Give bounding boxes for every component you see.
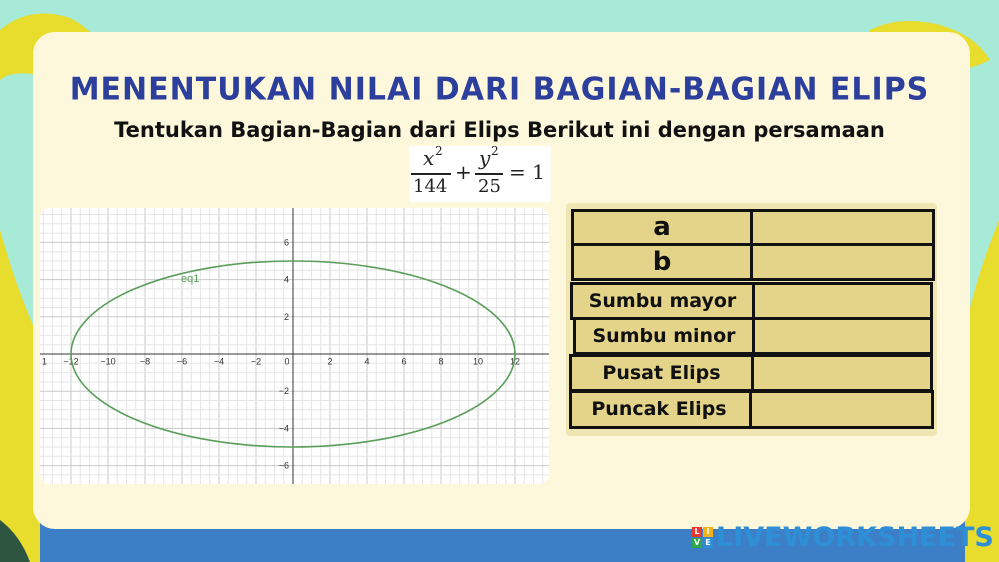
x-tick-label: 2: [327, 356, 333, 367]
row-puncak-elips-label: Puncak Elips: [591, 398, 727, 420]
eq-rhs: = 1: [509, 160, 545, 184]
answer-table: [566, 203, 937, 436]
x-tick-label: 8: [438, 356, 444, 367]
brand-logo-letter: V: [693, 537, 701, 547]
row-a-label-cell: [571, 209, 753, 246]
eq-y-exponent: 2: [491, 144, 499, 158]
brand-logo-icon: [692, 527, 713, 548]
x-tick-label: −10: [100, 356, 116, 367]
row-a-answer-field[interactable]: [750, 209, 935, 246]
eq-x-exponent: 2: [435, 144, 443, 158]
y-tick-label: 6: [283, 237, 289, 248]
eq-fraction-bar-x: [411, 173, 451, 175]
row-sumbu-minor-label: Sumbu minor: [592, 325, 736, 347]
x-tick-label: −12: [63, 356, 79, 367]
y-tick-label: −2: [278, 386, 289, 397]
x-tick-label: −4: [213, 356, 225, 367]
brand-logo-letter: E: [703, 538, 713, 548]
ellipse-graph: [40, 208, 549, 484]
row-puncak-elips-answer-field[interactable]: [749, 390, 934, 429]
row-a-label: a: [653, 212, 671, 242]
row-sumbu-mayor-label: Sumbu mayor: [588, 290, 737, 312]
x-tick-label: −8: [139, 356, 151, 367]
row-puncak-elips-label-cell: [569, 390, 755, 429]
y-tick-label: −4: [278, 423, 289, 434]
page-title: MENENTUKAN NILAI DARI BAGIAN-BAGIAN ELIPS: [69, 71, 930, 108]
row-b-label: b: [652, 247, 672, 277]
y-tick-label: 4: [283, 274, 289, 285]
brand-logo-letter: L: [692, 527, 702, 537]
eq-x-denominator: 144: [413, 176, 448, 197]
y-tick-label: −6: [278, 460, 289, 471]
eq-x-term: x: [423, 146, 435, 170]
liveworksheets-brand: [692, 522, 994, 552]
x-tick-label: −6: [176, 356, 188, 367]
y-tick-label: 2: [283, 311, 289, 322]
eq-y-denominator: 25: [478, 176, 501, 197]
row-pusat-elips-label-cell: [569, 354, 754, 392]
x-tick-label: 10: [472, 356, 484, 367]
curve-label: eq1: [181, 273, 200, 285]
brand-name: LIVEWORKSHEETS: [716, 521, 994, 553]
x-tick-label: 4: [364, 356, 370, 367]
instruction-text: Tentukan Bagian-Bagian dari Elips Berikut ini dengan persamaan: [114, 118, 885, 142]
eq-plus: +: [455, 160, 472, 184]
row-b-answer-field[interactable]: [750, 243, 935, 281]
row-b-label-cell: [571, 243, 753, 281]
x-tick-label: 12: [509, 356, 521, 367]
eq-fraction-bar-y: [475, 173, 503, 175]
graph-canvas: [40, 208, 549, 484]
x-tick-label: 0: [284, 356, 290, 367]
x-edge-label: 1: [42, 356, 48, 367]
eq-y-term: y: [479, 146, 491, 170]
row-pusat-elips-answer-field[interactable]: [751, 354, 933, 392]
row-sumbu-minor-answer-field[interactable]: [752, 317, 933, 355]
equation-image: [409, 146, 551, 202]
row-sumbu-mayor-label-cell: [570, 282, 755, 320]
row-sumbu-minor-label-cell: [573, 317, 755, 355]
row-pusat-elips-label: Pusat Elips: [602, 362, 721, 384]
x-tick-label: 6: [401, 356, 407, 367]
row-sumbu-mayor-answer-field[interactable]: [752, 282, 933, 320]
x-tick-label: −2: [250, 356, 262, 367]
brand-logo-letter: I: [703, 527, 713, 537]
